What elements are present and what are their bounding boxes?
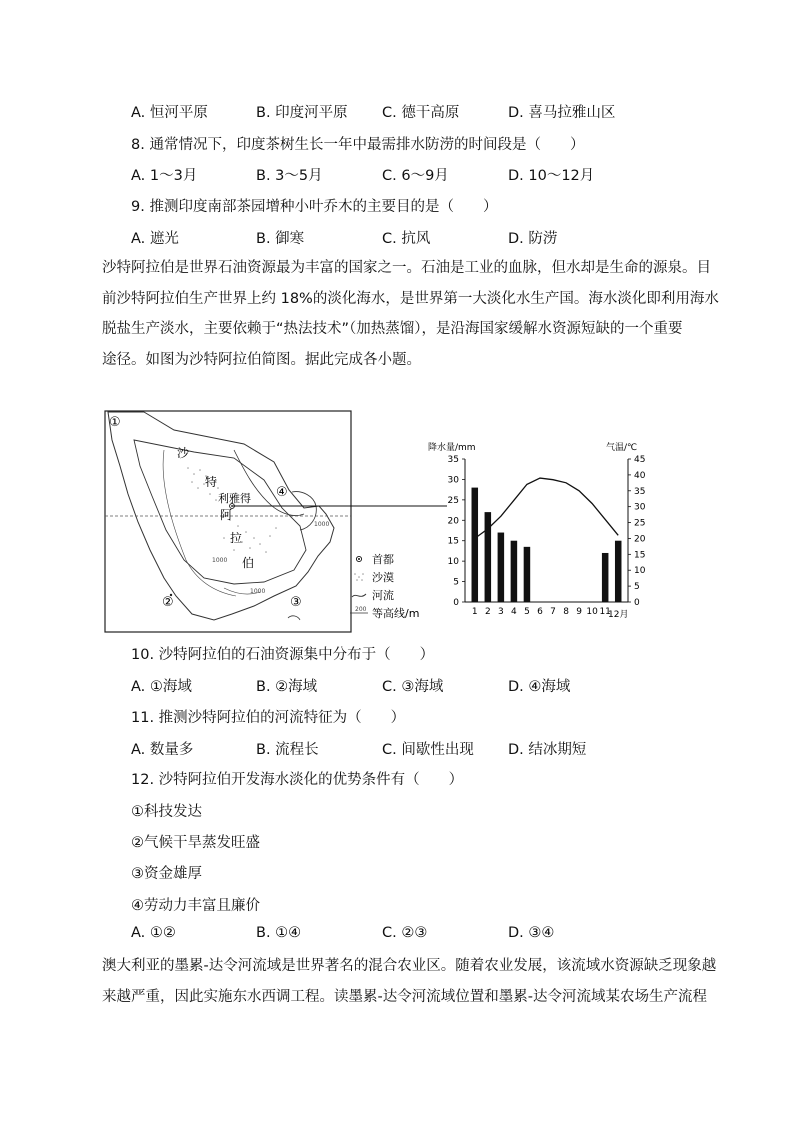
q12-option-d: D. ③④ xyxy=(508,925,555,941)
q12-option-b: B. ①④ xyxy=(256,925,302,941)
q12-options xyxy=(131,925,691,947)
chart-ylabel-left: 降水量/mm xyxy=(428,443,476,453)
q11-option-d: D. 结冰期短 xyxy=(508,742,587,758)
q8-option-a: A. 1～3月 xyxy=(131,168,198,184)
chart-x-unit: 12月 xyxy=(608,610,629,620)
q8-option-d: D. 10～12月 xyxy=(508,168,595,184)
precip-bar xyxy=(524,547,531,602)
month-label: 6 xyxy=(537,607,543,617)
temp-tick-label: 20 xyxy=(634,534,646,545)
month-label: 1 xyxy=(471,607,478,617)
month-label: 10 xyxy=(586,607,598,617)
precip-tick-label: 5 xyxy=(453,577,459,588)
month-label: 5 xyxy=(524,607,530,617)
temp-tick-label: 30 xyxy=(634,502,646,513)
q9-option-a: A. 遮光 xyxy=(131,231,179,247)
temp-tick-label: 35 xyxy=(634,486,646,497)
q7-option-a: A. 恒河平原 xyxy=(131,105,208,121)
month-label: 3 xyxy=(497,607,504,617)
precip-tick-label: 25 xyxy=(447,495,459,506)
temp-tick-label: 25 xyxy=(634,518,646,529)
q11-option-c: C. 间歇性出现 xyxy=(382,742,474,758)
q12-stem: 12. 沙特阿拉伯开发海水淡化的优势条件有（ ） xyxy=(131,772,464,788)
q12-item-3: ③资金雄厚 xyxy=(131,866,202,882)
map-label-a: 阿 xyxy=(220,508,233,522)
sea-label-3: ③ xyxy=(290,595,302,610)
contour-label: 1000 xyxy=(314,521,330,528)
temperature-line xyxy=(475,478,618,538)
temp-tick-label: 5 xyxy=(634,582,640,593)
q11-option-b: B. 流程长 xyxy=(256,742,319,758)
q11-stem: 11. 推测沙特阿拉伯的河流特征为（ ） xyxy=(131,710,406,726)
precip-bar xyxy=(472,488,479,602)
passage-murray-darling xyxy=(102,951,717,1012)
q11-options xyxy=(131,738,691,760)
passage-saudi-line: 沙特阿拉伯是世界石油资源最为丰富的国家之一。石油是工业的血脉，但水却是生命的源泉。目 xyxy=(102,260,711,276)
q9-option-c: C. 抗风 xyxy=(382,231,431,247)
month-label: 4 xyxy=(511,607,517,617)
month-label: 8 xyxy=(563,607,569,617)
map-label-la: 拉 xyxy=(230,531,243,545)
q8-option-c: C. 6～9月 xyxy=(382,168,449,184)
precip-tick-label: 20 xyxy=(447,516,459,527)
legend-capital-dot xyxy=(358,558,360,560)
passage-saudi xyxy=(102,253,719,375)
q11-option-a: A. 数量多 xyxy=(131,742,194,758)
passage-saudi-line: 脱盐生产淡水，主要依赖于“热法技术”（加热蒸馏），是沿海国家缓解水资源短缺的一个重要 xyxy=(102,321,683,337)
contour-label: 1000 xyxy=(212,557,228,564)
q7-option-d: D. 喜马拉雅山区 xyxy=(508,105,616,121)
temp-tick-label: 0 xyxy=(634,598,640,608)
temp-tick-label: 10 xyxy=(634,566,646,577)
precip-tick-label: 15 xyxy=(447,536,459,547)
legend-capital: 首都 xyxy=(372,553,394,566)
q10-options xyxy=(131,675,691,697)
map-label-sha: 沙 xyxy=(177,446,190,460)
precip-bar xyxy=(615,541,622,602)
legend-contour-value: 200 xyxy=(355,606,367,613)
precip-tick-label: 35 xyxy=(447,455,459,465)
q8-option-b: B. 3～5月 xyxy=(256,168,323,184)
sea-label-4: ④ xyxy=(276,485,288,500)
q10-option-c: C. ③海域 xyxy=(382,679,444,695)
q12-item-4: ④劳动力丰富且廉价 xyxy=(131,898,260,914)
capital-label: 利雅得 xyxy=(218,492,251,505)
q9-options xyxy=(131,227,691,249)
q10-stem: 10. 沙特阿拉伯的石油资源集中分布于（ ） xyxy=(131,647,435,663)
month-label: 11 xyxy=(599,607,611,617)
q7-options xyxy=(131,101,691,123)
temp-tick-label: 15 xyxy=(634,550,646,561)
temp-tick-label: 40 xyxy=(634,470,646,481)
precip-bar xyxy=(602,553,609,602)
q10-option-a: A. ①海域 xyxy=(131,679,192,695)
precip-tick-label: 30 xyxy=(447,475,459,486)
q8-stem: 8. 通常情况下，印度茶树生长一年中最需排水防涝的时间段是（ ） xyxy=(131,137,585,153)
legend-desert-icon xyxy=(354,573,364,581)
q9-option-b: B. 御寒 xyxy=(256,231,305,247)
contour-label: 1000 xyxy=(250,588,266,595)
precip-bar xyxy=(511,541,518,602)
q12-item-2: ②气候干旱蒸发旺盛 xyxy=(131,835,260,851)
passage-murray-line: 澳大利亚的墨累-达令河流域是世界著名的混合农业区。随着农业发展，该流域水资源缺乏现象越 xyxy=(102,958,717,974)
passage-murray-line: 来越严重，因此实施东水西调工程。读墨累-达令河流域位置和墨累-达令河流域某农场生产流程 xyxy=(102,988,707,1005)
q7-option-b: B. 印度河平原 xyxy=(256,105,348,121)
q12-item-1: ①科技发达 xyxy=(131,804,202,820)
precip-tick-label: 0 xyxy=(453,598,459,608)
q8-options xyxy=(131,164,691,186)
month-label: 2 xyxy=(484,607,491,617)
q10-option-b: B. ②海域 xyxy=(256,679,318,695)
legend-contour: 等高线/m xyxy=(372,607,420,620)
saudi-figure xyxy=(104,410,644,635)
sea-label-2: ② xyxy=(162,595,174,610)
saudi-figure-svg xyxy=(104,410,644,635)
climate-chart xyxy=(428,441,646,620)
chart-ylabel-right: 气温/℃ xyxy=(606,443,638,453)
temp-tick-label: 45 xyxy=(634,455,646,465)
precip-bar xyxy=(498,533,505,602)
map-label-bo: 伯 xyxy=(242,556,255,570)
month-label: 7 xyxy=(550,607,556,617)
passage-saudi-line: 途径。如图为沙特阿拉伯简图。据此完成各小题。 xyxy=(102,351,421,368)
precip-tick-label: 10 xyxy=(447,557,459,568)
sea-label-1: ① xyxy=(109,415,121,430)
q12-option-a: A. ①② xyxy=(131,925,176,941)
legend-river-icon xyxy=(352,594,366,597)
legend-desert: 沙漠 xyxy=(372,571,394,584)
q12-option-c: C. ②③ xyxy=(382,925,428,941)
q7-option-c: C. 德干高原 xyxy=(382,105,460,121)
map-label-te: 特 xyxy=(205,475,218,489)
month-label: 9 xyxy=(576,607,582,617)
precip-bar xyxy=(485,512,492,602)
q9-stem: 9. 推测印度南部茶园增种小叶乔木的主要目的是（ ） xyxy=(131,199,498,215)
passage-saudi-line: 前沙特阿拉伯生产世界上约 18%的淡化海水，是世界第一大淡化水生产国。海水淡化即利用海水 xyxy=(102,290,719,307)
q9-option-d: D. 防涝 xyxy=(508,231,558,247)
q10-option-d: D. ④海域 xyxy=(508,679,571,695)
legend-river: 河流 xyxy=(372,589,394,602)
